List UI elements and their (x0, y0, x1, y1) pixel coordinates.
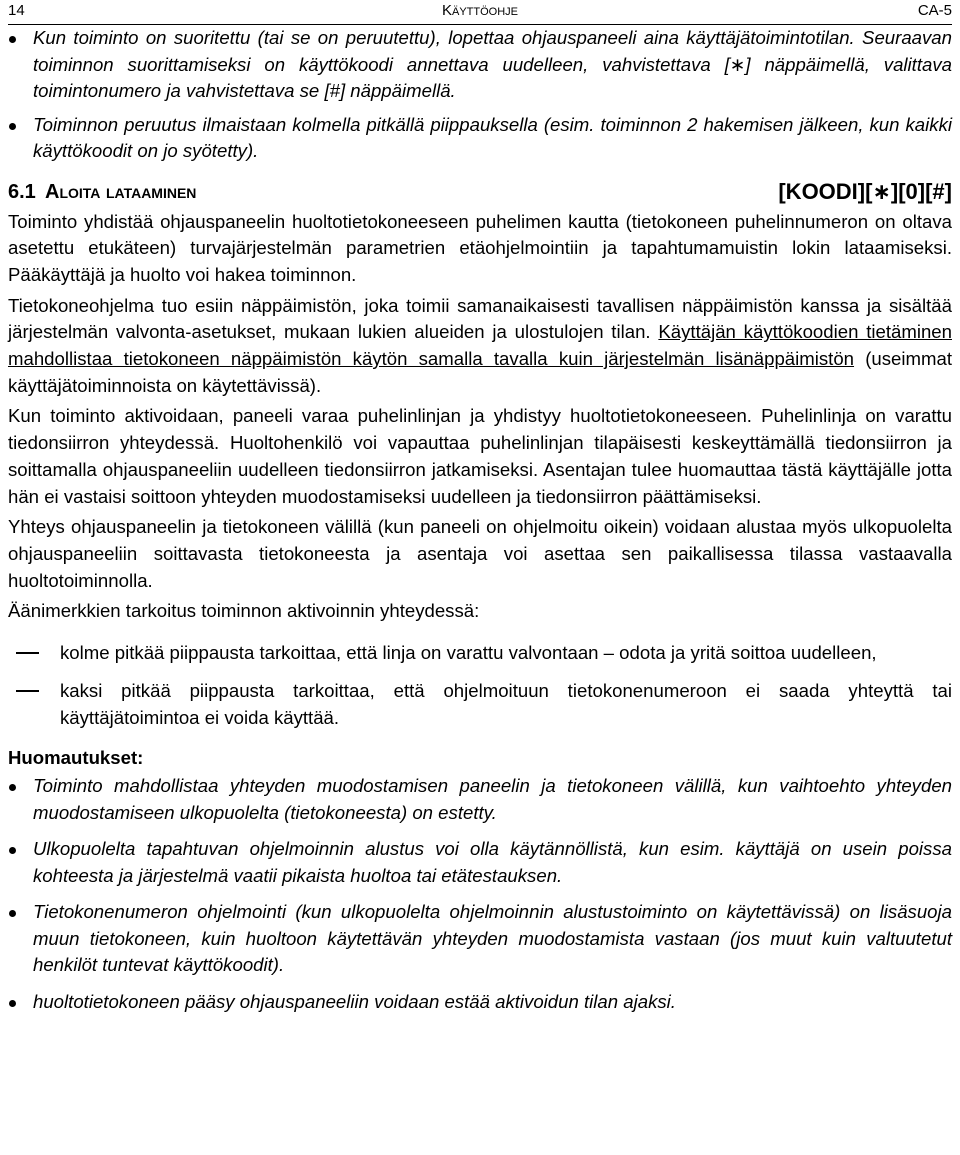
paragraph-keypad (8, 293, 952, 400)
note-item: Toiminto mahdollistaa yhteyden muodostamisen paneelin ja tietokoneen välillä, kun vaihtoehto yhteyden muodostamiseen ulkopuolelta (tietokoneesta) on estetty. (8, 773, 952, 826)
section-number: 6.1 (8, 180, 36, 203)
notes-heading: Huomautukset: (8, 747, 144, 769)
paragraph-beeps: Äänimerkkien tarkoitus toiminnon aktivoinnin yhteydessä: (8, 600, 480, 622)
paragraph-keypad-underlined: Käyttäjän käyttökoodien tietäminen mahdollistaa tietokoneen näppäimistön käytön samalla tavalla kuin järjestelmän lisänäppäimistön (8, 321, 952, 370)
intro-bullet: Kun toiminto on suoritettu (tai se on peruutettu), lopettaa ohjauspaneeli aina käyttäjätoimintotilan. Seuraavan toiminnon suorittamiseksi on käyttökoodi annettava uudelleen, vahvistettava [∗] näppäimellä, valittava toimintonumero ja vahvistettava se [#] näppäimellä. (8, 25, 952, 105)
page-header (8, 0, 952, 25)
paragraph-intro: Toiminto yhdistää ohjauspaneelin huoltotietokoneeseen puhelimen kautta (tietokoneen puhelinnumeron on oltava asetettu etukäteen) turvajärjestelmän parametrien etäohjelmointiin ja tapahtumamuistin lokin lataamiseksi. Pääkäyttäjä ja huolto voi hakea toiminnon. (8, 210, 952, 285)
beep-item: kaksi pitkää piippausta tarkoittaa, että ohjelmoituun tietokonenumeroon ei saada yhteyttä tai käyttäjätoimintoa ei voida käyttää. (8, 677, 952, 731)
section-title: Aloita lataaminen (45, 180, 197, 203)
header-code: CA-5 (917, 2, 952, 19)
paragraph-keypad-end: (useimmat käyttäjätoiminnoista on käytettävissä). (8, 348, 952, 396)
paragraph-activation: Kun toiminto aktivoidaan, paneeli varaa puhelinlinjan ja yhdistyy huoltotietokoneeseen. Puhelinlinja on varattu tiedonsiirron yhteydessä. Huoltohenkilö voi vapauttaa puhelinlinjan tilapäisesti keskeyttämällä tiedonsiirron ja soittamalla ohjauspaneeliin uudelleen tiedonsiirron jatkamiseksi. Asentajan tulee huomauttaa tästä käyttäjälle jotta hän ei vastaisi soittoon yhteyden muodostamiseksi uudelleen ja tiedonsiirron päättämiseksi. (8, 405, 952, 507)
beep-item: kolme pitkää piippausta tarkoittaa, että linja on varattu valvontaan – odota ja yritä soittoa uudelleen, (8, 639, 952, 666)
document-page (8, 0, 952, 1015)
beep-list (8, 639, 952, 731)
note-item: huoltotietokoneen pääsy ohjauspaneeliin voidaan estää aktivoidun tilan ajaksi. (8, 989, 952, 1016)
section-code: [KOODI][∗][0][#] (778, 178, 952, 204)
note-item: Ulkopuolelta tapahtuvan ohjelmoinnin alustus voi olla käytännöllistä, kun esim. käyttäjä on usein poissa kohteesta ja järjestelmä vaatii pikaista huoltoa tai etätestauksen. (8, 836, 952, 889)
header-title: Käyttöohje (441, 2, 518, 19)
page-number: 14 (8, 2, 25, 19)
notes-list (8, 773, 952, 1015)
section-heading (8, 179, 952, 209)
paragraph-connection: Yhteys ohjauspaneelin ja tietokoneen välillä (kun paneeli on ohjelmoitu oikein) voidaan alustaa myös ulkopuolelta ohjauspaneeliin soittavasta tietokoneesta ja asentaja voi asettaa sen paikallisessa tilassa vastaavalla huoltotoiminnolla. (8, 516, 952, 591)
paragraph-keypad-start: Tietokoneohjelma tuo esiin näppäimistön, joka toimii samanaikaisesti tavallisen näppäimistön kanssa ja sisältää järjestelmän valvonta-asetukset, mukaan lukien alueiden ja ulostulojen tilan. (8, 294, 952, 343)
intro-bullet-list (8, 25, 952, 165)
intro-bullet: Toiminnon peruutus ilmaistaan kolmella pitkällä piippauksella (esim. toiminnon 2 hakemisen jälkeen, kun kaikki käyttökoodit on jo syötetty). (8, 112, 952, 165)
note-item: Tietokonenumeron ohjelmointi (kun ulkopuolelta ohjelmoinnin alustustoiminto on käytettävissä) on lisäsuoja muun tietokoneen, kuin huoltoon käytettävän yhteyden muodostamista vastaan (jos muut kuin valtuutetut henkilöt tuntevat käyttökoodit). (8, 899, 952, 979)
